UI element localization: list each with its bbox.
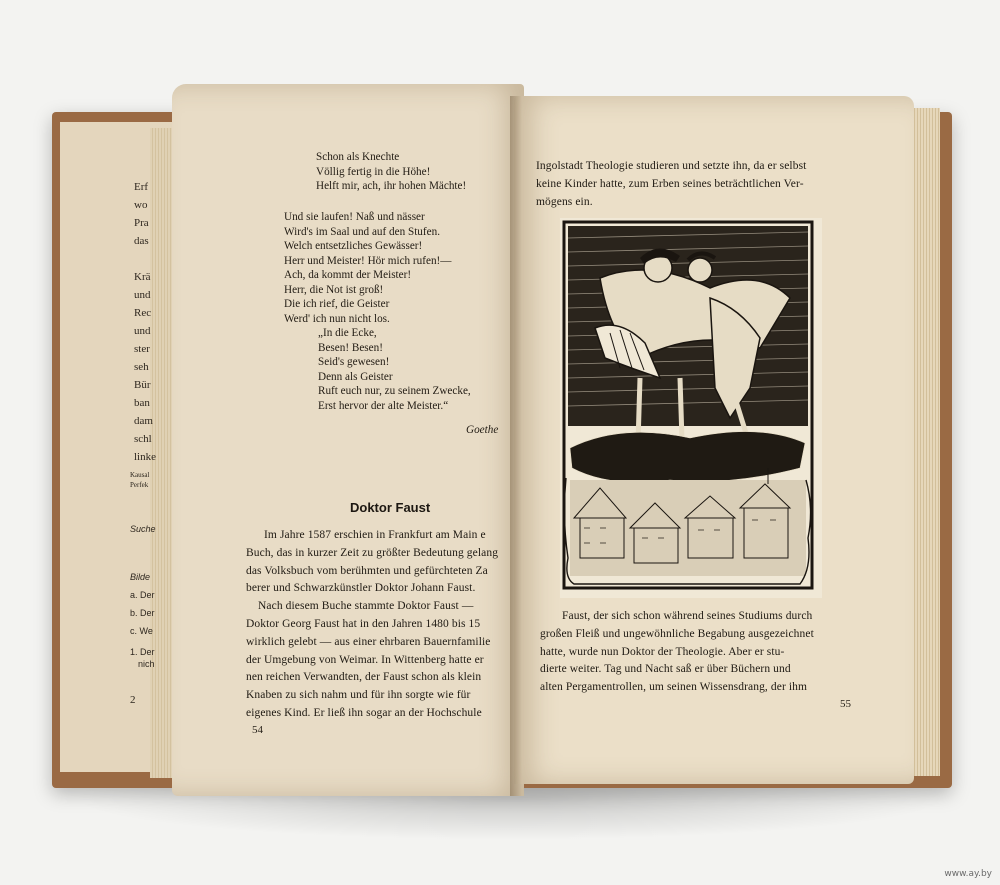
poem-line: Die ich rief, die Geister xyxy=(284,298,390,310)
left-prose xyxy=(246,527,524,723)
prose-line: das Volksbuch vom berühmten und gefürchteten Za xyxy=(246,564,488,577)
poem-line: Seid's gewesen! xyxy=(318,356,390,368)
back-line: und xyxy=(134,325,151,337)
poem-line: Erst hervor der alte Meister.“ xyxy=(318,399,449,412)
book-gutter xyxy=(510,96,522,796)
back-line: linke xyxy=(134,451,156,463)
back-exercise: nich xyxy=(138,659,155,669)
poem-line: Herr und Meister! Hör mich rufen!— xyxy=(284,254,452,267)
back-line: seh xyxy=(134,361,149,373)
back-line: schl xyxy=(134,433,152,445)
back-notes xyxy=(130,470,149,490)
back-line: und xyxy=(134,289,151,301)
poem-author: Goethe xyxy=(466,424,499,436)
prose-line: Buch, das in kurzer Zeit zu größter Bedeutung gelang xyxy=(246,546,499,559)
back-line: das xyxy=(134,235,149,247)
prose-line: wirklich gelebt — aus einer ehrbaren Bauernfamilie xyxy=(246,635,491,648)
prose-line: hatte, wurde nun Doktor der Theologie. Aber er stu- xyxy=(540,645,785,658)
back-line: Krä xyxy=(134,271,151,283)
prose-line: nen reichen Verwandten, der Faust schon als klein xyxy=(246,671,482,684)
spacer xyxy=(130,538,156,568)
prose-line: Nach diesem Buche stammte Doktor Faust — xyxy=(258,600,474,613)
right-top-text xyxy=(536,158,806,211)
poem-end xyxy=(318,326,471,413)
prose-line: eigenes Kind. Er ließ ihn sogar an der Hochschule xyxy=(246,706,482,719)
poem-line: Ach, da kommt der Meister! xyxy=(284,269,412,281)
prose-line: keine Kinder hatte, zum Erben seines beträchtlichen Ver- xyxy=(536,177,804,190)
back-note: Kausal xyxy=(130,471,150,479)
chapter-heading: Doktor Faust xyxy=(350,500,431,515)
back-line: ban xyxy=(134,397,150,409)
back-page-number: 2 xyxy=(130,694,136,706)
prose-line: Im Jahre 1587 erschien in Frankfurt am Main e xyxy=(264,529,486,541)
poem-line: Herr, die Not ist groß! xyxy=(284,283,384,296)
back-exercise: Suche xyxy=(130,524,156,534)
poem-line: Werd' ich nun nicht los. xyxy=(284,312,390,325)
prose-line: mögens ein. xyxy=(536,195,593,208)
poem-line: Und sie laufen! Naß und nässer xyxy=(284,211,425,223)
prose-line: dierte weiter. Tag und Nacht saß er über Büchern und xyxy=(540,663,791,676)
watermark: www.ay.by xyxy=(944,869,992,879)
prose-line: Doktor Georg Faust hat in den Jahren 1480 bis 15 xyxy=(246,617,481,630)
back-exercise: a. Der xyxy=(130,590,155,600)
poem-line: „In die Ecke, xyxy=(318,327,377,339)
back-page-text xyxy=(134,178,156,466)
back-line: ster xyxy=(134,343,150,355)
prose-line: Faust, der sich schon während seines Studiums durch xyxy=(562,610,813,622)
faust-illustration xyxy=(560,218,822,598)
back-exercise: c. We xyxy=(130,626,153,636)
poem-top xyxy=(316,150,466,194)
back-line xyxy=(134,250,156,268)
prose-line: berer und Schwarzkünstler Doktor Johann Faust. xyxy=(246,582,476,595)
back-exercise: Bilde xyxy=(130,572,151,582)
back-exercise: 1. Der xyxy=(130,647,155,657)
poem-line: Schon als Knechte xyxy=(316,151,400,163)
back-line: Pra xyxy=(134,217,149,229)
back-line: Rec xyxy=(134,307,152,319)
prose-line: Ingolstadt Theologie studieren und setzte ihn, da er selbst xyxy=(536,160,807,172)
poem-line: Denn als Geister xyxy=(318,370,393,383)
poem-middle xyxy=(284,210,451,326)
prose-line: großen Fleiß und ungewöhnliche Begabung ausgezeichnet xyxy=(540,627,814,640)
faust-illustration-art xyxy=(560,218,822,598)
back-note: Perfek xyxy=(130,481,149,489)
poem-line: Völlig fertig in die Höhe! xyxy=(316,165,431,178)
right-page-number: 55 xyxy=(840,698,851,710)
left-page-number: 54 xyxy=(252,724,263,736)
back-line: wo xyxy=(134,199,148,211)
poem-line: Welch entsetzliches Gewässer! xyxy=(284,240,423,252)
back-line: Bür xyxy=(134,379,151,391)
back-line: dam xyxy=(134,415,153,427)
right-prose xyxy=(540,608,866,697)
poem-line: Wird's im Saal und auf den Stufen. xyxy=(284,225,440,238)
prose-line: der Umgebung von Weimar. In Wittenberg hatte er xyxy=(246,653,484,666)
prose-line: Knaben zu sich nahm und für ihn sorgte wie für xyxy=(246,689,471,702)
poem-line: Ruft euch nur, zu seinem Zwecke, xyxy=(318,385,471,397)
back-exercises xyxy=(130,520,156,670)
poem-line: Helft mir, ach, ihr hohen Mächte! xyxy=(316,180,467,192)
back-line: Erf xyxy=(134,181,149,193)
poem-line: Besen! Besen! xyxy=(318,341,383,354)
back-exercise: b. Der xyxy=(130,608,155,618)
prose-line: alten Pergamentrollen, um seinen Wissensdrang, der ihm xyxy=(540,681,808,694)
